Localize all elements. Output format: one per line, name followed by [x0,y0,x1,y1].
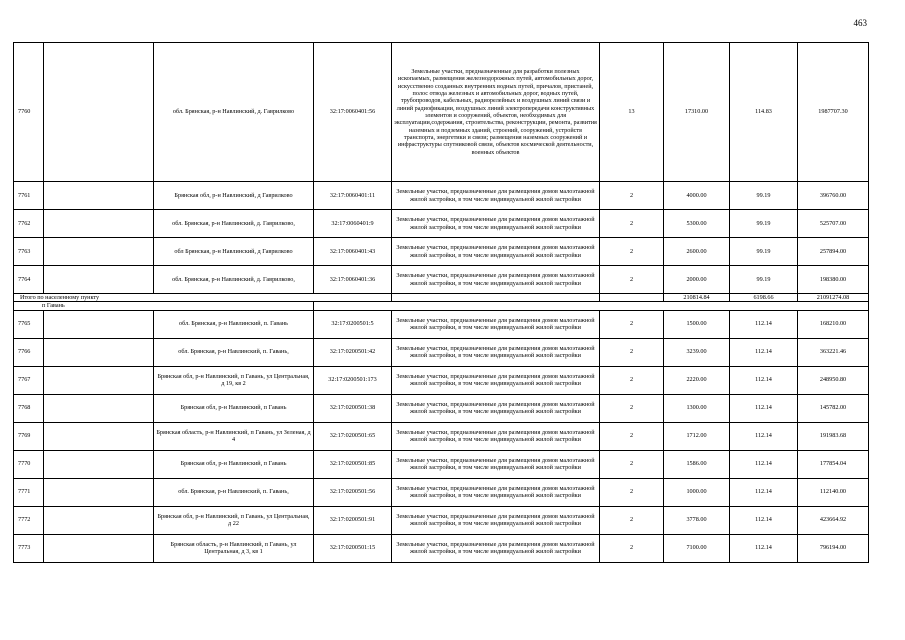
row-use-code: 2 [600,394,664,422]
row-cadastral-number: 32:17:0200501:15 [314,534,392,562]
row-area: 5300.00 [664,210,730,238]
row-cadastral-cost: 112140.00 [798,478,869,506]
row-blank [44,478,154,506]
row-use-code: 2 [600,366,664,394]
row-cadastral-cost: 796194.00 [798,534,869,562]
total-rate: 6198.66 [730,294,798,302]
row-rate: 99.19 [730,182,798,210]
rows-after-total [14,310,869,562]
row-cadastral-cost: 177854.04 [798,450,869,478]
row-rate: 112.14 [730,394,798,422]
row-area: 2600.00 [664,238,730,266]
row-address: Брянская область, р-н Навлинский, п Гавань, ул Зеленая, д 4 [154,422,314,450]
total-label: Итого по населенному пункту [14,294,392,302]
row-land-use: Земельные участки, предназначенные для размещения домов малоэтажной жилой застройки, в том числе индивидуальной жилой застройки [392,238,600,266]
row-area: 2220.00 [664,366,730,394]
row-address: Брянская обл, р-н Навлинский, п Гавань, ул Центральная, д 19, кв 2 [154,366,314,394]
row-cadastral-number: 32:17:0200501:173 [314,366,392,394]
row-area: 1300.00 [664,394,730,422]
row-area: 1712.00 [664,422,730,450]
row-address: обл. Брянская, р-н Навлинский, п. Гавань [154,310,314,338]
row-land-use: Земельные участки, предназначенные для размещения домов малоэтажной жилой застройки, в том числе индивидуальной жилой застройки [392,478,600,506]
row-blank [44,43,154,182]
row-address: обл. Брянская, р-н Навлинский, п. Гавань, [154,338,314,366]
row-use-code: 2 [600,450,664,478]
row-blank [44,182,154,210]
table-row [14,182,869,210]
page-number: 463 [853,18,867,28]
row-use-code: 2 [600,182,664,210]
row-rate: 112.14 [730,534,798,562]
table-row [14,266,869,294]
row-area: 4000.00 [664,182,730,210]
row-cadastral-cost: 423664.92 [798,506,869,534]
row-address: обл. Брянская, р-н Навлинский, д. Гаврилково, [154,210,314,238]
row-number: 7770 [14,450,44,478]
row-cadastral-number: 32:17:0060401:43 [314,238,392,266]
row-land-use: Земельные участки, предназначенные для размещения домов малоэтажной жилой застройки, в том числе индивидуальной жилой застройки [392,266,600,294]
row-area: 1000.00 [664,478,730,506]
row-land-use: Земельные участки, предназначенные для размещения домов малоэтажной жилой застройки, в том числе индивидуальной жилой застройки [392,182,600,210]
row-use-code: 2 [600,534,664,562]
row-use-code: 2 [600,266,664,294]
row-area: 17310.00 [664,43,730,182]
row-use-code: 2 [600,422,664,450]
row-number: 7760 [14,43,44,182]
table-row [14,394,869,422]
row-number: 7768 [14,394,44,422]
row-blank [44,534,154,562]
table-row [14,210,869,238]
row-number: 7772 [14,506,44,534]
row-use-code: 2 [600,478,664,506]
row-cadastral-cost: 191983.68 [798,422,869,450]
total-cost: 21091274.08 [798,294,869,302]
row-address: Брянская обл, р-н Навлинский, п Гавань, ул Центральная, д 22 [154,506,314,534]
row-number: 7765 [14,310,44,338]
row-land-use: Земельные участки, предназначенные для размещения домов малоэтажной жилой застройки, в том числе индивидуальной жилой застройки [392,310,600,338]
row-land-use: Земельные участки, предназначенные для размещения домов малоэтажной жилой застройки, в том числе индивидуальной жилой застройки [392,338,600,366]
row-cadastral-cost: 168210.00 [798,310,869,338]
row-cadastral-number: 32:17:0060401:56 [314,43,392,182]
row-address: Брянская обл, р-н Навлинский, д Гаврилково [154,182,314,210]
row-address: обл Брянская, р-н Навлинский, д Гаврилково [154,238,314,266]
row-rate: 112.14 [730,506,798,534]
row-area: 7100.00 [664,534,730,562]
row-number: 7764 [14,266,44,294]
total-area: 210814.84 [664,294,730,302]
row-rate: 99.19 [730,266,798,294]
row-number: 7767 [14,366,44,394]
row-number: 7769 [14,422,44,450]
table-row [14,478,869,506]
row-area: 1586.00 [664,450,730,478]
row-cadastral-number: 32:17:0200501:85 [314,450,392,478]
table-row [14,310,869,338]
row-cadastral-number: 32:17:0060401:9 [314,210,392,238]
row-land-use: Земельные участки, предназначенные для размещения домов малоэтажной жилой застройки, в том числе индивидуальной жилой застройки [392,450,600,478]
row-area: 3778.00 [664,506,730,534]
table-row [14,422,869,450]
row-blank [44,338,154,366]
row-cadastral-number: 32:17:0200501:56 [314,478,392,506]
row-blank [44,310,154,338]
settlement-row [14,302,869,310]
table-row [14,534,869,562]
row-cadastral-number: 32:17:0200501:42 [314,338,392,366]
row-rate: 99.19 [730,210,798,238]
table-row [14,338,869,366]
row-area: 1500.00 [664,310,730,338]
row-number: 7762 [14,210,44,238]
row-rate: 112.14 [730,422,798,450]
total-empty-code [600,294,664,302]
rows-before-total [14,43,869,294]
row-rate: 99.19 [730,238,798,266]
row-blank [44,210,154,238]
row-cadastral-cost: 248950.80 [798,366,869,394]
row-blank [44,238,154,266]
row-cadastral-cost: 525707.00 [798,210,869,238]
row-rate: 112.14 [730,310,798,338]
row-land-use: Земельные участки, предназначенные для размещения домов малоэтажной жилой застройки, в том числе индивидуальной жилой застройки [392,210,600,238]
row-cadastral-cost: 257894.00 [798,238,869,266]
row-use-code: 2 [600,338,664,366]
row-rate: 112.14 [730,338,798,366]
row-number: 7763 [14,238,44,266]
row-land-use: Земельные участки, предназначенные для размещения домов малоэтажной жилой застройки, в том числе индивидуальной жилой застройки [392,506,600,534]
table-row [14,506,869,534]
row-cadastral-number: 32:17:0200501:5 [314,310,392,338]
row-address: Брянская обл, р-н Навлинский, п Гавань [154,450,314,478]
row-address: обл. Брянская, р-н Навлинский, п. Гавань, [154,478,314,506]
row-number: 7773 [14,534,44,562]
row-blank [44,450,154,478]
table-row [14,450,869,478]
row-cadastral-number: 32:17:0060401:11 [314,182,392,210]
land-register-table [13,42,869,563]
row-land-use: Земельные участки, предназначенные для размещения домов малоэтажной жилой застройки, в том числе индивидуальной жилой застройки [392,366,600,394]
row-rate: 112.14 [730,366,798,394]
row-area: 2000.00 [664,266,730,294]
row-rate: 112.14 [730,478,798,506]
row-address: обл. Брянская, р-н Навлинский, д. Гаврилково [154,43,314,182]
table-row [14,366,869,394]
total-row [14,294,869,302]
row-blank [44,394,154,422]
row-number: 7761 [14,182,44,210]
row-cadastral-cost: 198380.00 [798,266,869,294]
row-area: 3239.00 [664,338,730,366]
row-cadastral-number: 32:17:0060401:36 [314,266,392,294]
total-section [14,294,869,311]
row-number: 7771 [14,478,44,506]
settlement-label: п Гавань [14,302,314,310]
row-address: Брянская обл, р-н Навлинский, п Гавань [154,394,314,422]
row-number: 7766 [14,338,44,366]
row-use-code: 2 [600,210,664,238]
row-cadastral-cost: 1987707.30 [798,43,869,182]
row-rate: 114.83 [730,43,798,182]
row-address: обл. Брянская, р-н Навлинский, д. Гаврилково, [154,266,314,294]
row-address: Брянская область, р-н Навлинский, п Гавань, ул Центральная, д 3, кв 1 [154,534,314,562]
row-blank [44,366,154,394]
settlement-empty [314,302,869,310]
row-rate: 112.14 [730,450,798,478]
row-land-use: Земельные участки, предназначенные для размещения домов малоэтажной жилой застройки, в том числе индивидуальной жилой застройки [392,422,600,450]
row-cadastral-cost: 396760.00 [798,182,869,210]
row-land-use: Земельные участки, предназначенные для размещения домов малоэтажной жилой застройки, в том числе индивидуальной жилой застройки [392,394,600,422]
row-cadastral-number: 32:17:0200501:38 [314,394,392,422]
row-cadastral-cost: 363221.46 [798,338,869,366]
row-cadastral-number: 32:17:0200501:91 [314,506,392,534]
row-use-code: 2 [600,506,664,534]
row-cadastral-cost: 145782.00 [798,394,869,422]
row-blank [44,506,154,534]
total-empty-use [392,294,600,302]
row-use-code: 2 [600,238,664,266]
table-row [14,238,869,266]
row-cadastral-number: 32:17:0200501:65 [314,422,392,450]
row-blank [44,266,154,294]
row-land-use: Земельные участки, предназначенные для разработки полезных ископаемых, размещения железнодорожных путей, автомобильных дорог, искусственно созданных внутренних водных путей, причалов, пристаней, полос отвода железных и автомобильных дорог, водных путей, трубопроводов, кабельных, радиорелейных и воздушных линий связи и линий радиофикации, воздушных линий электропередачи конструктивных элементов и сооружений, объектов, необходимых для эксплуатации,содержания, строительства, реконструкции, ремонта, развития наземных и подземных зданий, строений, сооружений, устройств транспорта, энергетики и связи; размещения наземных сооружений и инфраструктуры спутниковой связи, объектов космической деятельности, военных объектов [392,43,600,182]
row-land-use: Земельные участки, предназначенные для размещения домов малоэтажной жилой застройки, в том числе индивидуальной жилой застройки [392,534,600,562]
row-use-code: 2 [600,310,664,338]
row-blank [44,422,154,450]
table-row [14,43,869,182]
row-use-code: 13 [600,43,664,182]
